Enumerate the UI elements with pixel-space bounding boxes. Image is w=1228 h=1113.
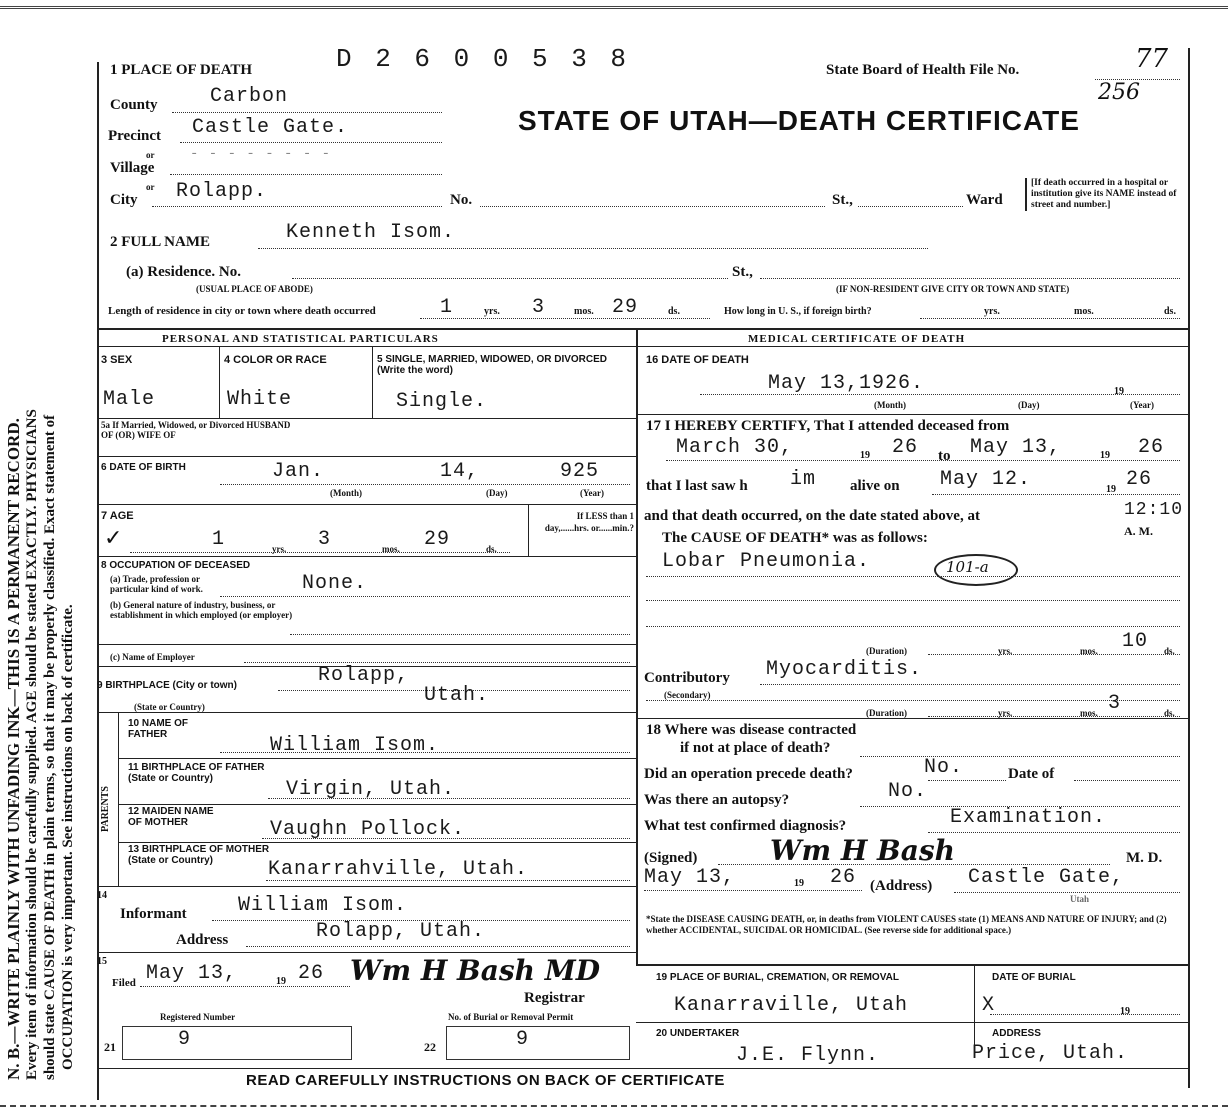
personal-section-title: PERSONAL AND STATISTICAL PARTICULARS xyxy=(162,333,439,345)
burial-date-mark: X xyxy=(982,994,996,1017)
ds-label: ds. xyxy=(486,544,497,554)
or-label: or xyxy=(146,182,155,192)
date-of-label: Date of xyxy=(1008,766,1055,782)
secondary-label: (Secondary) xyxy=(664,690,711,700)
attended-to-date: May 13, xyxy=(970,436,1062,459)
test-value: Examination. xyxy=(950,806,1107,829)
father-birthplace-label: 11 BIRTHPLACE OF FATHER (State or Country) xyxy=(128,762,265,784)
physician-address-label: (Address) xyxy=(870,878,933,894)
undertaker-address-label: ADDRESS xyxy=(992,1028,1041,1039)
age-yrs: 1 xyxy=(212,528,226,551)
father-value: William Isom. xyxy=(270,734,440,757)
certificate-title: STATE OF UTAH—DEATH CERTIFICATE xyxy=(518,105,1080,136)
year-prefix: 19 xyxy=(1114,386,1124,397)
father-label: 10 NAME OF FATHER xyxy=(128,718,189,740)
birthplace-city: Rolapp, xyxy=(318,664,410,687)
filed-date: May 13, xyxy=(146,962,238,985)
spouse-label: 5a If Married, Widowed, or Divorced HUSBAND OF (OR) WIFE OF xyxy=(101,420,291,440)
month-label: (Month) xyxy=(330,488,362,498)
attended-from-date: March 30, xyxy=(676,436,794,459)
physician-signature: Wm H Bash xyxy=(770,834,955,867)
last-saw-year: 26 xyxy=(1126,468,1153,491)
birthplace-label: 9 BIRTHPLACE (City or town) xyxy=(97,680,237,691)
burial-place: Kanarraville, Utah xyxy=(674,994,909,1017)
autopsy-value: No. xyxy=(888,780,928,803)
marital-label: 5 SINGLE, MARRIED, WIDOWED, OR DIVORCED (Write the word) xyxy=(377,354,608,376)
year-prefix: 19 xyxy=(794,878,804,889)
ds-label: ds. xyxy=(1164,708,1175,718)
box-22-label: 22 xyxy=(424,1040,436,1054)
to-label: to xyxy=(938,448,951,464)
residence-mos: 3 xyxy=(532,296,546,319)
ward-note: [If death occurred in a hospital or institution give its NAME instead of street and number.] xyxy=(1025,178,1186,211)
ds-label: ds. xyxy=(1164,306,1176,317)
yrs-label: yrs. xyxy=(998,708,1013,718)
physician-address: Castle Gate, xyxy=(968,866,1125,889)
permit-number: 9 xyxy=(516,1028,530,1051)
operation-label: Did an operation precede death? xyxy=(644,766,853,782)
registered-number-label: Registered Number xyxy=(160,1012,236,1022)
year-label: (Year) xyxy=(1130,400,1154,410)
county-label: County xyxy=(110,97,158,113)
employer-label: (c) Name of Employer xyxy=(110,652,195,662)
time-ampm: A. M. xyxy=(1124,524,1153,538)
age-check: ✓ xyxy=(104,526,123,551)
mother-birthplace-label: 13 BIRTHPLACE OF MOTHER (State or Country) xyxy=(128,844,270,866)
age-mos: 3 xyxy=(318,528,332,551)
year-prefix: 19 xyxy=(860,450,870,461)
box-21-label: 21 xyxy=(104,1040,116,1054)
occupation-sub-label: (a) Trade, profession or particular kind of work. xyxy=(110,574,203,594)
attended-to-year: 26 xyxy=(1138,436,1165,459)
contributory-cause: Myocarditis. xyxy=(766,658,923,681)
marital-value: Single. xyxy=(396,390,488,413)
dob-month: Jan. xyxy=(272,460,325,483)
length-residence-label: Length of residence in city or town where death occurred xyxy=(108,305,376,317)
yrs-label: yrs. xyxy=(272,544,287,554)
color-value: White xyxy=(227,388,293,411)
contributory-duration-mos: 3 xyxy=(1108,692,1122,715)
medical-section-title: MEDICAL CERTIFICATE OF DEATH xyxy=(748,333,966,345)
certificate-number: D 2 6 0 0 5 3 8 xyxy=(336,44,631,74)
mos-label: mos. xyxy=(1074,306,1094,317)
sex-label: 3 SEX xyxy=(101,354,133,366)
year-prefix: 19 xyxy=(1106,484,1116,495)
cause-duration-days: 10 xyxy=(1122,630,1149,653)
cause-code: 101-a xyxy=(946,558,989,576)
operation-value: No. xyxy=(924,756,964,779)
date-of-death: May 13,1926. xyxy=(768,372,925,395)
date-of-death-label: 16 DATE OF DEATH xyxy=(646,354,749,366)
age-ds: 29 xyxy=(424,528,451,551)
cause-of-death: Lobar Pneumonia. xyxy=(662,550,871,573)
time-of-death: 12:10 xyxy=(1124,500,1184,520)
place-of-death-label: 1 PLACE OF DEATH xyxy=(110,62,253,78)
medical-footnote: *State the DISEASE CAUSING DEATH, or, in deaths from VIOLENT CAUSES state (1) MEANS AND NATURE OF INJURY; and (2) whether ACCIDENTAL, SUICIDAL OR HOMICIDAL. (See reverse side for additional space.) xyxy=(646,914,1167,935)
sign-date: May 13, xyxy=(644,866,736,889)
permit-label: No. of Burial or Removal Permit xyxy=(448,1012,574,1022)
ward-label: Ward xyxy=(966,192,1003,208)
day-label: (Day) xyxy=(1018,400,1040,410)
mother-birthplace: Kanarrahville, Utah. xyxy=(268,858,529,881)
age-label: 7 AGE xyxy=(101,510,134,522)
mother-value: Vaughn Pollock. xyxy=(270,818,466,841)
mother-label: 12 MAIDEN NAME OF MOTHER xyxy=(128,806,214,828)
precinct-value: Castle Gate. xyxy=(192,116,349,139)
yrs-label: yrs. xyxy=(484,306,500,317)
file-no: 77 xyxy=(1135,44,1169,74)
us-residence-label: How long in U. S., if foreign birth? xyxy=(724,306,872,317)
village-value: - - - - - - - - xyxy=(190,146,332,162)
undertaker-address: Price, Utah. xyxy=(972,1042,1129,1065)
ds-label: ds. xyxy=(1164,646,1175,656)
undertaker-value: J.E. Flynn. xyxy=(736,1044,880,1067)
residence-label: (a) Residence. No. xyxy=(126,264,241,280)
last-saw-label: that I last saw h xyxy=(646,478,748,494)
occurred-label: and that death occurred, on the date stated above, at xyxy=(644,508,980,524)
less-than-label: If LESS than 1 day,......hrs. or......min.? xyxy=(544,511,634,533)
registered-number: 9 xyxy=(178,1028,192,1051)
q18-label: 18 Where was disease contracted xyxy=(646,722,857,738)
filed-year: 26 xyxy=(298,962,325,985)
informant-address: Rolapp, Utah. xyxy=(316,920,486,943)
burial-date-label: DATE OF BURIAL xyxy=(992,972,1076,983)
residence-st-label: St., xyxy=(732,264,753,280)
city-label: City xyxy=(110,192,138,208)
autopsy-label: Was there an autopsy? xyxy=(644,792,790,808)
residence-ds: 29 xyxy=(612,296,639,319)
residence-sub: (USUAL PLACE OF ABODE) xyxy=(196,284,313,294)
mos-label: mos. xyxy=(1080,708,1098,718)
yrs-label: yrs. xyxy=(984,306,1000,317)
last-saw-pronoun: im xyxy=(790,468,817,491)
test-label: What test confirmed diagnosis? xyxy=(644,818,847,834)
registrar-label: Registrar xyxy=(524,990,585,1006)
month-label: (Month) xyxy=(874,400,906,410)
mos-label: mos. xyxy=(574,306,594,317)
year-prefix: 19 xyxy=(1120,1006,1130,1017)
birthplace-state-label: (State or Country) xyxy=(134,702,205,712)
contributory-label: Contributory xyxy=(644,670,730,686)
dob-day: 14, xyxy=(440,460,480,483)
dob-label: 6 DATE OF BIRTH xyxy=(101,462,186,473)
physician-address-state: Utah xyxy=(1070,894,1090,904)
alive-on-label: alive on xyxy=(850,478,900,494)
yrs-label: yrs. xyxy=(998,646,1013,656)
year-label: (Year) xyxy=(580,488,604,498)
occupation-label: 8 OCCUPATION OF DECEASED xyxy=(101,560,251,571)
dob-year: 925 xyxy=(560,460,600,483)
informant-value: William Isom. xyxy=(238,894,408,917)
color-label: 4 COLOR OR RACE xyxy=(224,354,327,366)
q18-sub-label: if not at place of death? xyxy=(680,740,831,756)
burial-place-label: 19 PLACE OF BURIAL, CREMATION, OR REMOVAL xyxy=(656,972,899,983)
duration-label: (Duration) xyxy=(866,646,907,656)
last-saw-date: May 12. xyxy=(940,468,1032,491)
full-name-value: Kenneth Isom. xyxy=(286,221,456,244)
file-no-label: State Board of Health File No. xyxy=(826,62,1020,78)
informant-number: 14 xyxy=(97,890,107,901)
occupation-value: None. xyxy=(302,572,368,595)
sign-year: 26 xyxy=(830,866,857,889)
year-prefix: 19 xyxy=(1100,450,1110,461)
father-birthplace: Virgin, Utah. xyxy=(286,778,456,801)
cause-label: The CAUSE OF DEATH* was as follows: xyxy=(662,530,928,546)
mos-label: mos. xyxy=(382,544,400,554)
side-note-4: OCCUPATION is very important. See instructions on back of certificate. xyxy=(60,604,76,1070)
city-value: Rolapp. xyxy=(176,180,268,203)
filed-label: Filed xyxy=(112,977,136,989)
footer-instructions: READ CAREFULLY INSTRUCTIONS ON BACK OF CERTIFICATE xyxy=(246,1072,725,1089)
st-label: St., xyxy=(832,192,853,208)
informant-address-label: Address xyxy=(176,932,229,948)
mos-label: mos. xyxy=(1080,646,1098,656)
or-label: or xyxy=(146,150,155,160)
ds-label: ds. xyxy=(668,306,680,317)
signed-label: (Signed) xyxy=(644,850,698,866)
side-note-2: Every item of information should be carefully supplied. AGE should be stated EXACTLY. PHYSICIANS xyxy=(24,409,40,1080)
county-value: Carbon xyxy=(210,85,289,108)
nonresident-note: (IF NON-RESIDENT GIVE CITY OR TOWN AND STATE) xyxy=(836,284,1070,294)
parents-side-label: PARENTS xyxy=(100,786,111,832)
year-prefix: 19 xyxy=(276,976,286,987)
side-note-3: should state CAUSE OF DEATH in plain terms, so that it may be properly classified. Exact statement of xyxy=(42,414,58,1080)
registrar-signature: Wm H Bash MD xyxy=(350,954,600,987)
no-label: No. xyxy=(450,192,473,208)
day-label: (Day) xyxy=(486,488,508,498)
informant-label: Informant xyxy=(120,906,187,922)
duration-label: (Duration) xyxy=(866,708,907,718)
residence-yrs: 1 xyxy=(440,296,454,319)
birthplace-state: Utah. xyxy=(424,684,490,707)
undertaker-label: 20 UNDERTAKER xyxy=(656,1028,740,1039)
attended-from-year: 26 xyxy=(892,436,919,459)
md-label: M. D. xyxy=(1126,850,1163,866)
village-label: Village xyxy=(110,160,155,176)
industry-label: (b) General nature of industry, business, or establishment in which employed (or employer) xyxy=(110,600,293,620)
sex-value: Male xyxy=(103,388,156,411)
filed-number: 15 xyxy=(97,956,107,967)
certify-label: 17 I HEREBY CERTIFY, That I attended deceased from xyxy=(646,418,1010,434)
file-no-secondary: 256 xyxy=(1098,80,1140,105)
precinct-label: Precinct xyxy=(108,128,162,144)
full-name-label: 2 FULL NAME xyxy=(110,234,211,250)
side-note-1: N. B.—WRITE PLAINLY WITH UNFADING INK—THIS IS A PERMANENT RECORD. xyxy=(4,418,23,1080)
